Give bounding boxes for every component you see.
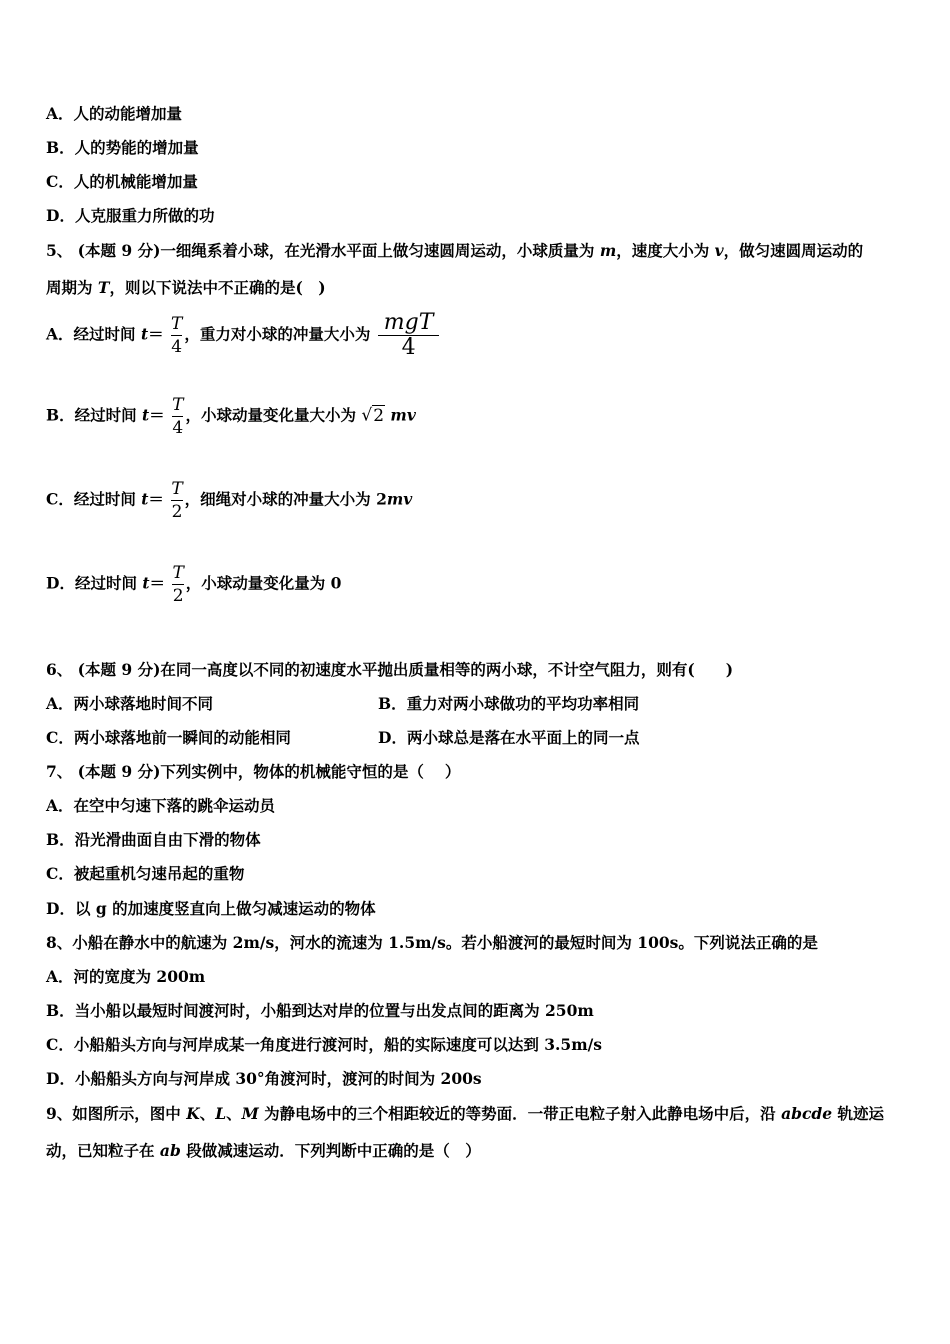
fraction-t-over-4: $\frac{T}{4}$ — [172, 395, 184, 438]
sqrt-2: √2 — [361, 405, 385, 426]
q4-option-c: C．人的机械能增加量 — [46, 172, 198, 191]
q8-option-c: C．小船船头方向与河岸成某一角度进行渡河时，船的实际速度可以达到 3.5m/s — [46, 1035, 602, 1054]
q7-option-b: B．沿光滑曲面自由下滑的物体 — [46, 830, 261, 849]
q8-option-d: D．小船船头方向与河岸成 30°角渡河时，渡河的时间为 200s — [46, 1069, 482, 1088]
fraction-t-over-2: $\frac{T}{2}$ — [172, 563, 184, 606]
q6-option-d: D．两小球总是落在水平面上的同一点 — [378, 728, 640, 747]
q7-option-a: A．在空中匀速下落的跳伞运动员 — [46, 796, 276, 815]
q8-stem: 8、小船在静水中的航速为 2m/s，河水的流速为 1.5m/s。若小船渡河的最短时间为 100s。下列说法正确的是 — [46, 933, 818, 952]
q7-stem: 7、 (本题 9 分)下列实例中，物体的机械能守恒的是（ ） — [46, 762, 461, 781]
q5-option-d: D．经过时间 t＝ $\frac{T}{2}$ ，小球动量变化量为 0 — [46, 563, 342, 606]
q6-option-b: B．重力对两小球做功的平均功率相同 — [378, 694, 640, 713]
q7-option-c: C．被起重机匀速吊起的重物 — [46, 864, 245, 883]
fraction-t-over-4: $\frac{T}{4}$ — [171, 314, 183, 357]
q4-option-d: D．人克服重力所做的功 — [46, 206, 215, 225]
q6-stem: 6、 (本题 9 分)在同一高度以不同的初速度水平抛出质量相等的两小球，不计空气阻力，则有( ) — [46, 660, 734, 679]
q7-option-d: D．以 g 的加速度竖直向上做匀减速运动的物体 — [46, 899, 376, 918]
q5-option-c: C．经过时间 t＝ $\frac{T}{2}$ ，细绳对小球的冲量大小为 2mv — [46, 479, 413, 522]
q9-stem-line2: 动，已知粒子在 ab 段做减速运动．下列判断中正确的是（ ） — [46, 1141, 481, 1160]
fraction-mgt-over-4: $\frac{\text{mgT}}{4}$ — [378, 312, 440, 359]
q5-stem-line2: 周期为 T，则以下说法中不正确的是( ) — [46, 278, 326, 297]
q6-option-c: C．两小球落地前一瞬间的动能相同 — [46, 728, 291, 747]
q8-option-b: B．当小船以最短时间渡河时，小船到达对岸的位置与出发点间的距离为 250m — [46, 1001, 594, 1020]
q4-option-b: B．人的势能的增加量 — [46, 138, 199, 157]
q4-option-a: A．人的动能增加量 — [46, 104, 183, 123]
q5-stem-line1: 5、 (本题 9 分)一细绳系着小球，在光滑水平面上做匀速圆周运动，小球质量为 m，速度大小为 v，做匀速圆周运动的 — [46, 241, 864, 260]
q6-option-a: A．两小球落地时间不同 — [46, 694, 214, 713]
q9-stem-line1: 9、如图所示，图中 K、L、M 为静电场中的三个相距较近的等势面．一带正电粒子射入此静电场中后，沿 abcde 轨迹运 — [46, 1104, 885, 1123]
q8-option-a: A．河的宽度为 200m — [46, 967, 206, 986]
q5-option-b: B．经过时间 t＝ $\frac{T}{4}$ ，小球动量变化量大小为 √2 mv — [46, 395, 416, 438]
fraction-t-over-2: $\frac{T}{2}$ — [171, 479, 183, 522]
q5-option-a: A．经过时间 t＝ $\frac{T}{4}$ ，重力对小球的冲量大小为 $\frac{\text{mgT}}{4}$ — [46, 312, 441, 359]
